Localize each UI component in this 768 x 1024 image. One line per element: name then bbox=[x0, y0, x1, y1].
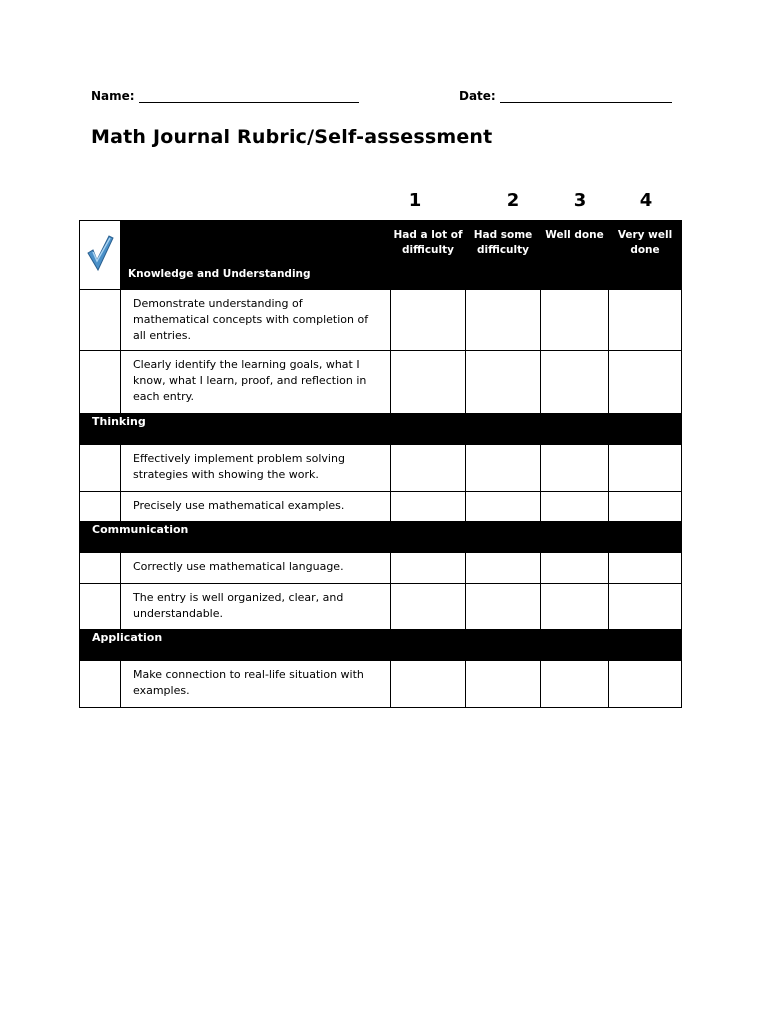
rubric-table bbox=[79, 220, 682, 708]
rating-cell-3[interactable] bbox=[541, 290, 609, 351]
rating-cell-4[interactable] bbox=[609, 492, 682, 522]
date-label: Date: bbox=[459, 89, 496, 103]
criterion-row bbox=[80, 584, 682, 630]
rating-cell-3[interactable] bbox=[541, 584, 609, 630]
rating-cell-2[interactable] bbox=[466, 351, 541, 414]
rating-header-3: Well done bbox=[541, 221, 609, 290]
criterion-row bbox=[80, 290, 682, 351]
rating-cell-1[interactable] bbox=[391, 553, 466, 584]
criterion-row bbox=[80, 445, 682, 492]
criterion-text: The entry is well organized, clear, and understandable. bbox=[121, 584, 391, 630]
criterion-row bbox=[80, 661, 682, 708]
check-cell[interactable] bbox=[80, 492, 121, 522]
scale-number-1: 1 bbox=[408, 190, 422, 211]
scale-number-4: 4 bbox=[639, 190, 653, 211]
rating-cell-4[interactable] bbox=[609, 553, 682, 584]
section-label-communication: Communication bbox=[80, 522, 682, 553]
rating-cell-4[interactable] bbox=[609, 584, 682, 630]
rating-cell-2[interactable] bbox=[466, 553, 541, 584]
check-cell[interactable] bbox=[80, 553, 121, 584]
name-blank-line[interactable] bbox=[139, 90, 359, 103]
rating-cell-4[interactable] bbox=[609, 661, 682, 708]
rating-cell-3[interactable] bbox=[541, 492, 609, 522]
criterion-text: Clearly identify the learning goals, what I know, what I learn, proof, and reflection in each entry. bbox=[121, 351, 391, 414]
section-label-thinking: Thinking bbox=[80, 414, 682, 445]
name-field bbox=[91, 89, 359, 103]
name-label: Name: bbox=[91, 89, 135, 103]
rating-cell-4[interactable] bbox=[609, 351, 682, 414]
date-field bbox=[459, 89, 672, 103]
criterion-text: Precisely use mathematical examples. bbox=[121, 492, 391, 522]
rating-cell-2[interactable] bbox=[466, 290, 541, 351]
rating-cell-3[interactable] bbox=[541, 661, 609, 708]
check-cell[interactable] bbox=[80, 290, 121, 351]
rating-cell-1[interactable] bbox=[391, 661, 466, 708]
rating-cell-4[interactable] bbox=[609, 445, 682, 492]
rating-cell-4[interactable] bbox=[609, 290, 682, 351]
rating-cell-1[interactable] bbox=[391, 290, 466, 351]
category-header-knowledge: Knowledge and Understanding bbox=[121, 221, 391, 290]
rating-cell-2[interactable] bbox=[466, 445, 541, 492]
rating-header-1: Had a lot of difficulty bbox=[391, 221, 466, 290]
rating-cell-2[interactable] bbox=[466, 492, 541, 522]
section-row-communication bbox=[80, 522, 682, 553]
rating-header-4: Very well done bbox=[609, 221, 682, 290]
page-title: Math Journal Rubric/Self-assessment bbox=[91, 126, 493, 148]
rating-cell-2[interactable] bbox=[466, 661, 541, 708]
criterion-text: Demonstrate understanding of mathematical concepts with completion of all entries. bbox=[121, 290, 391, 351]
check-cell[interactable] bbox=[80, 661, 121, 708]
section-row-application bbox=[80, 630, 682, 661]
check-cell[interactable] bbox=[80, 351, 121, 414]
rating-cell-1[interactable] bbox=[391, 445, 466, 492]
criterion-row bbox=[80, 553, 682, 584]
section-label-application: Application bbox=[80, 630, 682, 661]
section-row-thinking bbox=[80, 414, 682, 445]
check-cell[interactable] bbox=[80, 445, 121, 492]
rating-cell-2[interactable] bbox=[466, 584, 541, 630]
rating-header-2: Had some difficulty bbox=[466, 221, 541, 290]
criterion-text: Correctly use mathematical language. bbox=[121, 553, 391, 584]
scale-number-3: 3 bbox=[573, 190, 587, 211]
rating-cell-3[interactable] bbox=[541, 553, 609, 584]
rubric-header-row bbox=[80, 221, 682, 290]
checkmark-cell bbox=[80, 221, 121, 290]
check-cell[interactable] bbox=[80, 584, 121, 630]
criterion-row bbox=[80, 492, 682, 522]
rating-cell-3[interactable] bbox=[541, 445, 609, 492]
rating-cell-3[interactable] bbox=[541, 351, 609, 414]
criterion-text: Make connection to real-life situation with examples. bbox=[121, 661, 391, 708]
criterion-text: Effectively implement problem solving strategies with showing the work. bbox=[121, 445, 391, 492]
rating-cell-1[interactable] bbox=[391, 351, 466, 414]
rating-cell-1[interactable] bbox=[391, 492, 466, 522]
checkmark-icon bbox=[85, 233, 115, 273]
scale-number-2: 2 bbox=[506, 190, 520, 211]
rating-cell-1[interactable] bbox=[391, 584, 466, 630]
date-blank-line[interactable] bbox=[500, 90, 672, 103]
criterion-row bbox=[80, 351, 682, 414]
